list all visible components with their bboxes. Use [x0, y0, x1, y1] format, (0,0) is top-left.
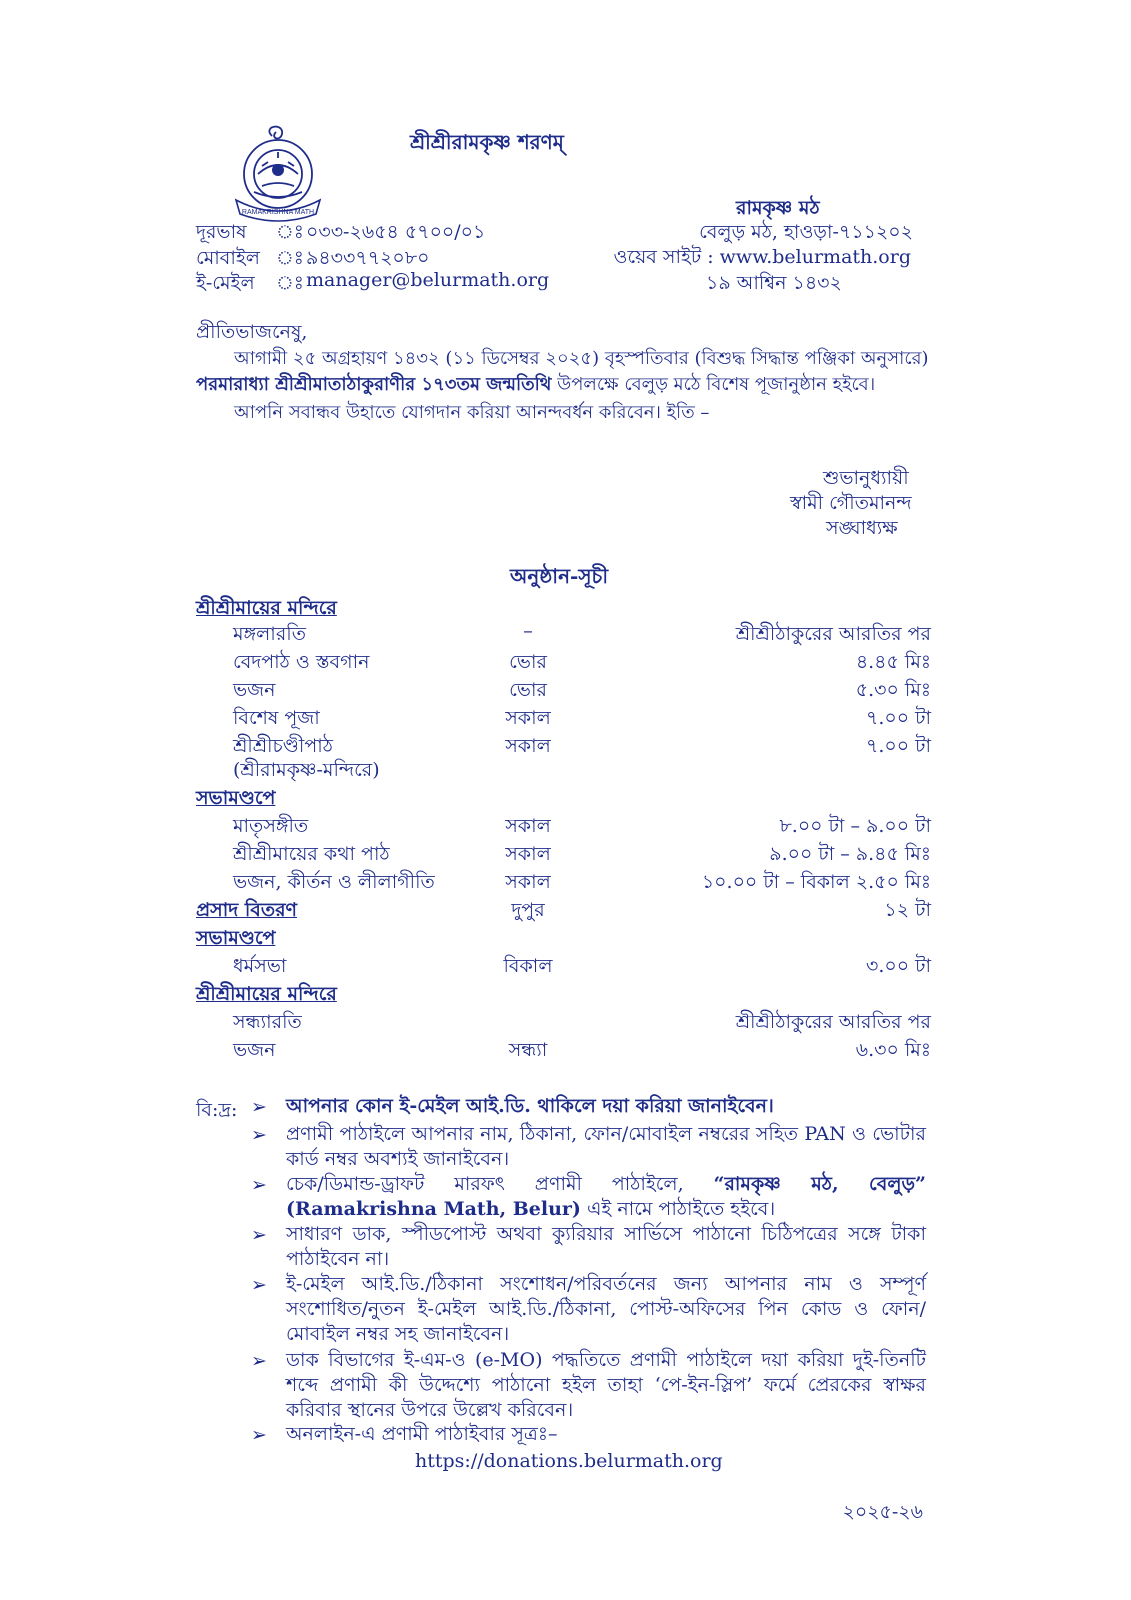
schedule-row [0, 840, 1131, 868]
event-time: ১২ টা [884, 899, 931, 921]
section-heading: শ্রীশ্রীমায়ের মন্দিরে [196, 983, 337, 1005]
arrow-bullet-icon: ➢ [251, 1350, 267, 1372]
note-text: এই নামে পাঠাইতে হইবে। [580, 1198, 776, 1220]
event-name: সন্ধ্যারতি [233, 1011, 302, 1033]
event-name: ভজন [233, 1039, 276, 1061]
arrow-bullet-icon: ➢ [251, 1096, 267, 1118]
sign-greeting: শুভানুধ্যায়ী [823, 467, 909, 489]
event-time: ৯.০০ টা – ৯.৪৫ মিঃ [769, 843, 931, 865]
event-time: ৭.০০ টা [865, 707, 931, 729]
event-time: ৭.০০ টা [865, 735, 931, 757]
phone-label: দূরভাষ [196, 221, 247, 243]
section-heading: শ্রীশ্রীমায়ের মন্দিরে [196, 597, 337, 619]
event-period: ভোর [509, 651, 547, 673]
phone-sep: ঃ [276, 221, 304, 243]
year-footer: ২০২৫-২৬ [842, 1501, 923, 1523]
donation-link[interactable]: https://donations.belurmath.org [415, 1450, 723, 1472]
event-name: মঙ্গলারতি [233, 623, 306, 645]
notes-label: বি:দ্র: [196, 1099, 238, 1121]
section-heading: সভামণ্ডপে [196, 787, 276, 809]
email-value: manager@belurmath.org [306, 269, 550, 291]
event-subnote: (শ্রীরামকৃষ্ণ-মন্দিরে) [233, 759, 380, 781]
event-time: শ্রীশ্রীঠাকুরের আরতির পর [735, 623, 931, 645]
arrow-bullet-icon: ➢ [251, 1424, 267, 1446]
event-name: প্রসাদ বিতরণ [196, 899, 298, 921]
schedule-row [0, 676, 1131, 704]
event-time: ৮.০০ টা – ৯.০০ টা [779, 815, 931, 837]
event-period: সকাল [505, 735, 551, 757]
sign-name: স্বামী গৌতমানন্দ [790, 492, 912, 514]
event-name: শ্রীশ্রীমায়ের কথা পাঠ [233, 843, 390, 865]
event-time: শ্রীশ্রীঠাকুরের আরতির পর [735, 1011, 931, 1033]
schedule-row [0, 952, 1131, 980]
event-time: ১০.০০ টা – বিকাল ২.৫০ মিঃ [701, 871, 931, 893]
phone-value: ০৩৩-২৬৫৪ ৫৭০০/০১ [306, 221, 486, 243]
schedule-row [0, 1008, 1131, 1036]
event-time: ৫.৩০ মিঃ [855, 679, 931, 701]
letter-line-1: আগামী ২৫ অগ্রহায়ণ ১৪৩২ (১১ ডিসেম্বর ২০২৫) বৃহস্পতিবার (বিশুদ্ধ সিদ্ধান্ত পঞ্জিকা অনুসারে) [234, 348, 929, 369]
sign-title: সঙ্ঘাধ্যক্ষ [826, 517, 898, 539]
event-period: দুপুর [511, 899, 545, 921]
schedule-row [0, 704, 1131, 732]
event-name: মাতৃসঙ্গীত [233, 815, 309, 837]
note-item: সাধারণ ডাক, স্পীডপোস্ট অথবা ক্যুরিয়ার সার্ভিসে পাঠানো চিঠিপত্রের সঙ্গে টাকা পাঠাইবেন না। [286, 1223, 926, 1270]
org-name: রামকৃষ্ণ মঠ [736, 197, 820, 219]
schedule-row [0, 1036, 1131, 1064]
arrow-bullet-icon: ➢ [251, 1224, 267, 1246]
salutation: প্রীতিভাজনেষু, [196, 321, 308, 343]
note-item: আপনার কোন ই-মেইল আই.ডি. থাকিলে দয়া করিয়া জানাইবেন। [286, 1095, 774, 1117]
arrow-bullet-icon: ➢ [251, 1274, 267, 1296]
note-item [286, 1172, 926, 1222]
org-address: বেলুড় মঠ, হাওড়া-৭১১২০২ [699, 221, 913, 243]
event-time: ৪.৪৫ মিঃ [855, 651, 931, 673]
event-time: ৬.৩০ মিঃ [855, 1039, 931, 1061]
event-time: ৩.০০ টা [865, 955, 931, 977]
email-label: ই-মেইল [196, 272, 255, 294]
event-name: বেদপাঠ ও স্তবগান [233, 651, 370, 673]
website-text: ওয়েব সাইট : www.belurmath.org [613, 246, 911, 268]
mobile-sep: ঃ [276, 247, 304, 269]
mobile-value: ৯৪৩৩৭৭২০৮০ [306, 247, 430, 269]
emblem-text: RAMAKRISHNA MATH [241, 209, 315, 216]
schedule-row [0, 648, 1131, 676]
mobile-label: মোবাইল [196, 247, 260, 269]
schedule-row [0, 868, 1131, 896]
occasion-rest: উপলক্ষে বেলুড় মঠে বিশেষ পূজানুষ্ঠান হইবে। [551, 374, 876, 395]
ramakrishna-math-emblem [232, 122, 324, 222]
letter-date: ১৯ আশ্বিন ১৪৩২ [706, 272, 842, 294]
arrow-bullet-icon: ➢ [251, 1174, 267, 1196]
event-period: – [523, 620, 533, 642]
schedule-row [0, 732, 1131, 760]
event-name: ভজন [233, 679, 276, 701]
event-period: সকাল [505, 871, 551, 893]
schedule-title: অনুষ্ঠান-সূচী [510, 564, 609, 588]
note-item: অনলাইন-এ প্রণামী পাঠাইবার সূত্রঃ– [286, 1423, 558, 1445]
event-name: বিশেষ পূজা [233, 707, 320, 729]
email-sep: ঃ [276, 272, 304, 294]
note-item: ডাক বিভাগের ই-এম-ও (e-MO) পদ্ধতিতে প্রণামী পাঠাইলে দয়া করিয়া দুই-তিনটি শব্দে প্রণামী কী উদ্দেশ্যে পাঠানো হইল তাহা ‘পে-ইন-স্লিপ’ ফর্মে প্রেরকের স্বাক্ষর করিবার স্থানের উপরে উল্লেখ করিবেন। [286, 1349, 926, 1421]
note-item: প্রণামী পাঠাইলে আপনার নাম, ঠিকানা, ফোন/মোবাইল নম্বরের সহিত PAN ও ভোটার কার্ড নম্বর অবশ্যই জানাইবেন। [286, 1123, 926, 1170]
event-name: শ্রীশ্রীচণ্ডীপাঠ [233, 735, 333, 757]
event-period: বিকাল [503, 955, 553, 977]
letter-line-3: আপনি সবান্ধব উহাতে যোগদান করিয়া আনন্দবর্ধন করিবেন। ইতি – [234, 402, 710, 423]
arrow-bullet-icon: ➢ [251, 1124, 267, 1146]
event-period: সকাল [505, 707, 551, 729]
payee-name: “রামকৃষ্ণ মঠ, বেলুড়” (Ramakrishna Math, Belur) [286, 1173, 926, 1220]
event-period: ভোর [509, 679, 547, 701]
occasion-text: পরমারাধ্যা শ্রীশ্রীমাতাঠাকুরাণীর ১৭৩তম জন্মতিথি [196, 374, 552, 395]
invocation-heading: শ্রীশ্রীরামকৃষ্ণ শরণম্ [410, 130, 564, 154]
schedule-row [0, 812, 1131, 840]
section-heading: সভামণ্ডপে [196, 927, 276, 949]
event-period: সকাল [505, 843, 551, 865]
event-period: সকাল [505, 815, 551, 837]
event-name: ধর্মসভা [233, 955, 287, 977]
schedule-row [0, 620, 1131, 648]
event-period: সন্ধ্যা [508, 1039, 548, 1061]
event-name: ভজন, কীর্তন ও লীলাগীতি [233, 871, 435, 893]
schedule-row [0, 896, 1131, 924]
letter-line-2 [196, 370, 875, 401]
note-text: চেক/ডিমান্ড-ড্রাফট মারফৎ প্রণামী পাঠাইলে, [286, 1173, 714, 1195]
note-item: ই-মেইল আই.ডি./ঠিকানা সংশোধন/পরিবর্তনের জন্য আপনার নাম ও সম্পূর্ণ সংশোধিত/নুতন ই-মেইল আই.ডি./ঠিকানা, পোস্ট-অফিসের পিন কোড ও ফোন/মোবাইল নম্বর সহ জানাইবেন। [286, 1273, 926, 1345]
